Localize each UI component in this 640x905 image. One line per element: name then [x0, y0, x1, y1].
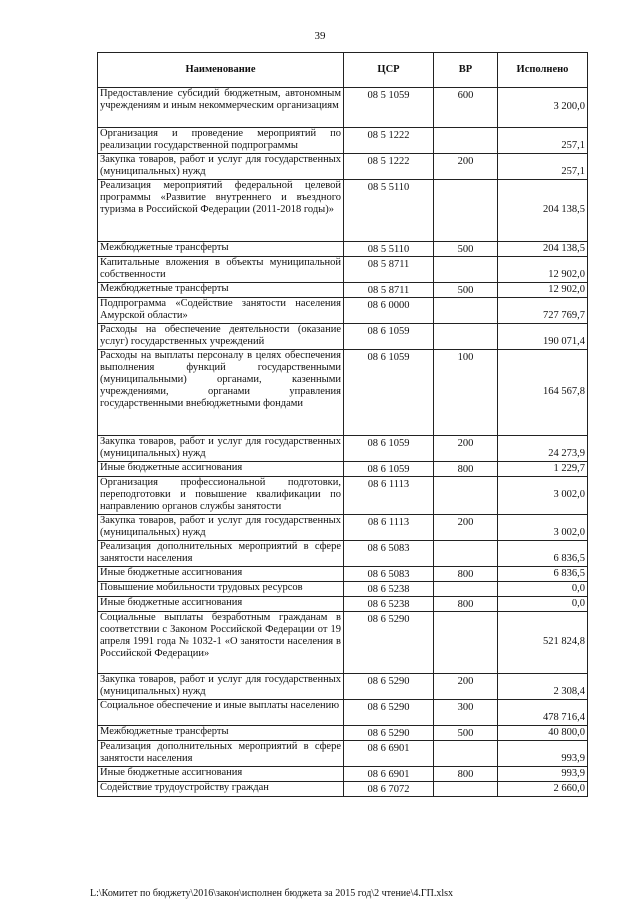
cell-vr: [434, 782, 498, 797]
cell-name: Расходы на выплаты персоналу в целях обеспечения выполнения функций государственными (муниципальными) органами, казенными учреждениями, органами управления государственными внебюджетными фондами: [98, 350, 344, 436]
cell-name: Иные бюджетные ассигнования: [98, 462, 344, 477]
cell-csr: 08 5 1059: [344, 88, 434, 128]
header-done: Исполнено: [498, 53, 588, 88]
cell-vr: 800: [434, 462, 498, 477]
cell-done: 6 836,5: [498, 567, 588, 582]
cell-vr: 500: [434, 242, 498, 257]
cell-name: Реализация мероприятий федеральной целевой программы «Развитие внутреннего и въездного туризма в Российской Федерации (2011-2018 годы)»: [98, 180, 344, 242]
header-vr: ВР: [434, 53, 498, 88]
cell-csr: 08 6 5290: [344, 674, 434, 700]
cell-vr: [434, 741, 498, 767]
cell-done: 3 002,0: [498, 515, 588, 541]
cell-name: Организация и проведение мероприятий по реализации государственной подпрограммы: [98, 128, 344, 154]
cell-csr: 08 6 5290: [344, 700, 434, 726]
table-row: [98, 515, 588, 541]
table-row: [98, 180, 588, 242]
table-row: [98, 541, 588, 567]
cell-name: Иные бюджетные ассигнования: [98, 767, 344, 782]
cell-done: 0,0: [498, 597, 588, 612]
cell-name: Закупка товаров, работ и услуг для государственных (муниципальных) нужд: [98, 674, 344, 700]
cell-vr: [434, 612, 498, 674]
cell-done: 478 716,4: [498, 700, 588, 726]
cell-vr: 800: [434, 567, 498, 582]
cell-name: Закупка товаров, работ и услуг для государственных (муниципальных) нужд: [98, 515, 344, 541]
table-row: [98, 700, 588, 726]
cell-done: 0,0: [498, 582, 588, 597]
cell-done: 2 308,4: [498, 674, 588, 700]
table-row: [98, 741, 588, 767]
table-row: [98, 582, 588, 597]
cell-vr: [434, 324, 498, 350]
table-row: [98, 350, 588, 436]
cell-vr: 800: [434, 597, 498, 612]
cell-done: 993,9: [498, 741, 588, 767]
cell-vr: [434, 257, 498, 283]
cell-vr: 200: [434, 436, 498, 462]
cell-vr: 800: [434, 767, 498, 782]
header-csr: ЦСР: [344, 53, 434, 88]
cell-name: Социальное обеспечение и иные выплаты населению: [98, 700, 344, 726]
table-body: [98, 88, 588, 797]
cell-csr: 08 6 7072: [344, 782, 434, 797]
table-row: [98, 597, 588, 612]
table-row: [98, 726, 588, 741]
cell-done: 727 769,7: [498, 298, 588, 324]
table-row: [98, 436, 588, 462]
cell-done: 521 824,8: [498, 612, 588, 674]
table-row: [98, 88, 588, 128]
cell-name: Расходы на обеспечение деятельности (оказание услуг) государственных учреждений: [98, 324, 344, 350]
cell-vr: [434, 477, 498, 515]
table-row: [98, 612, 588, 674]
table-row: [98, 128, 588, 154]
cell-done: 3 002,0: [498, 477, 588, 515]
cell-csr: 08 6 5083: [344, 541, 434, 567]
budget-table: [97, 52, 588, 797]
cell-done: 993,9: [498, 767, 588, 782]
cell-csr: 08 6 5083: [344, 567, 434, 582]
cell-done: 12 902,0: [498, 257, 588, 283]
table-row: [98, 257, 588, 283]
cell-name: Межбюджетные трансферты: [98, 242, 344, 257]
cell-done: 204 138,5: [498, 242, 588, 257]
cell-name: Реализация дополнительных мероприятий в сфере занятости населения: [98, 541, 344, 567]
cell-csr: 08 5 8711: [344, 283, 434, 298]
cell-name: Повышение мобильности трудовых ресурсов: [98, 582, 344, 597]
cell-vr: 100: [434, 350, 498, 436]
cell-name: Содействие трудоустройству граждан: [98, 782, 344, 797]
cell-name: Предоставление субсидий бюджетным, автономным учреждениям и иным некоммерческим организациям: [98, 88, 344, 128]
table-row: [98, 154, 588, 180]
cell-csr: 08 6 5238: [344, 597, 434, 612]
cell-done: 190 071,4: [498, 324, 588, 350]
cell-csr: 08 6 5290: [344, 612, 434, 674]
page-number: 39: [314, 30, 326, 42]
cell-name: Капитальные вложения в объекты муниципальной собственности: [98, 257, 344, 283]
cell-vr: 200: [434, 674, 498, 700]
cell-csr: 08 6 5290: [344, 726, 434, 741]
cell-name: Иные бюджетные ассигнования: [98, 567, 344, 582]
cell-vr: [434, 180, 498, 242]
cell-done: 3 200,0: [498, 88, 588, 128]
cell-csr: 08 6 1113: [344, 515, 434, 541]
table-row: [98, 462, 588, 477]
cell-csr: 08 6 0000: [344, 298, 434, 324]
table-row: [98, 674, 588, 700]
cell-csr: 08 6 5238: [344, 582, 434, 597]
cell-csr: 08 5 5110: [344, 180, 434, 242]
table-row: [98, 567, 588, 582]
cell-csr: 08 5 8711: [344, 257, 434, 283]
table-row: [98, 324, 588, 350]
cell-csr: 08 6 6901: [344, 741, 434, 767]
cell-done: 12 902,0: [498, 283, 588, 298]
cell-name: Иные бюджетные ассигнования: [98, 597, 344, 612]
cell-name: Закупка товаров, работ и услуг для государственных (муниципальных) нужд: [98, 436, 344, 462]
cell-csr: 08 5 1222: [344, 128, 434, 154]
cell-done: 257,1: [498, 128, 588, 154]
table-row: [98, 283, 588, 298]
cell-done: 1 229,7: [498, 462, 588, 477]
table-row: [98, 767, 588, 782]
cell-vr: 200: [434, 154, 498, 180]
cell-name: Организация профессиональной подготовки, переподготовки и повышение квалификации по направлению органов службы занятости: [98, 477, 344, 515]
cell-done: 257,1: [498, 154, 588, 180]
file-path-footer: L:\Комитет по бюджету\2016\закон\исполнен бюджета за 2015 год\2 чтение\4.ГП.xlsx: [90, 888, 454, 899]
cell-csr: 08 6 6901: [344, 767, 434, 782]
cell-name: Межбюджетные трансферты: [98, 726, 344, 741]
cell-csr: 08 6 1113: [344, 477, 434, 515]
table-header-row: [98, 53, 588, 88]
cell-name: Подпрограмма «Содействие занятости населения Амурской области»: [98, 298, 344, 324]
cell-vr: [434, 541, 498, 567]
cell-done: 2 660,0: [498, 782, 588, 797]
cell-name: Социальные выплаты безработным гражданам в соответствии с Законом Российской Федерации от 19 апреля 1991 года № 1032-1 «О занятости населения в Российской Федерации»: [98, 612, 344, 674]
cell-vr: 300: [434, 700, 498, 726]
cell-vr: [434, 298, 498, 324]
cell-done: 164 567,8: [498, 350, 588, 436]
cell-done: 24 273,9: [498, 436, 588, 462]
table-row: [98, 477, 588, 515]
cell-csr: 08 5 5110: [344, 242, 434, 257]
cell-done: 40 800,0: [498, 726, 588, 741]
table-row: [98, 298, 588, 324]
cell-done: 204 138,5: [498, 180, 588, 242]
cell-vr: [434, 582, 498, 597]
cell-vr: 500: [434, 283, 498, 298]
cell-csr: 08 6 1059: [344, 462, 434, 477]
cell-name: Межбюджетные трансферты: [98, 283, 344, 298]
cell-vr: 600: [434, 88, 498, 128]
cell-done: 6 836,5: [498, 541, 588, 567]
cell-name: Закупка товаров, работ и услуг для государственных (муниципальных) нужд: [98, 154, 344, 180]
cell-csr: 08 6 1059: [344, 324, 434, 350]
cell-vr: [434, 128, 498, 154]
cell-csr: 08 5 1222: [344, 154, 434, 180]
cell-vr: 200: [434, 515, 498, 541]
table-row: [98, 242, 588, 257]
cell-csr: 08 6 1059: [344, 350, 434, 436]
cell-vr: 500: [434, 726, 498, 741]
header-name: Наименование: [98, 53, 344, 88]
table-row: [98, 782, 588, 797]
cell-name: Реализация дополнительных мероприятий в сфере занятости населения: [98, 741, 344, 767]
cell-csr: 08 6 1059: [344, 436, 434, 462]
